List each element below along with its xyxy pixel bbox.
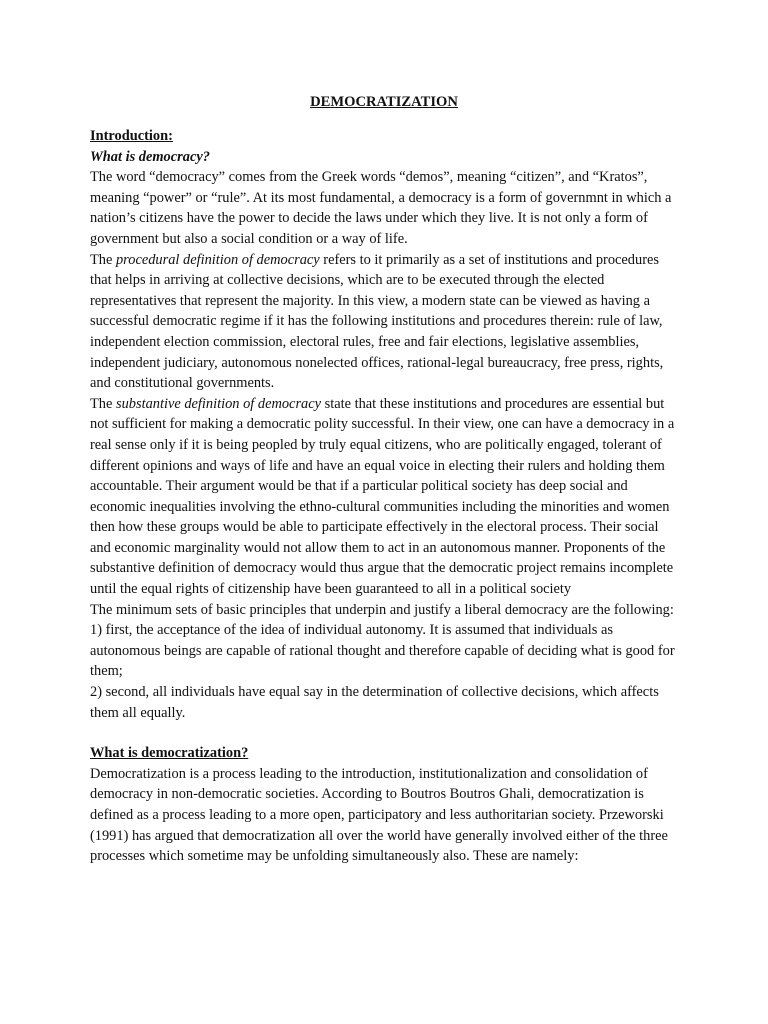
substantive-term: substantive definition of democracy [115, 395, 322, 412]
introduction-heading: Introduction: [90, 128, 173, 144]
paragraph-procedural-text: refers to it primarily as a set of institutions and procedures that helps in arriving at collective decisions, which are to be executed through the elected representatives that represent the majority. In this view, a modern state can be viewed as having a successful democratic regime if it has the following institutions and procedures therein: rule of law, independent election commission, electoral rules, free and fair elections, legislative assemblies, independent judiciary, autonomous nonelected offices, rational-legal bureaucracy, free press, rights, and constitutional governments. [90, 251, 664, 392]
paragraph-democratization: Democratization is a process leading to the introduction, institutionalization and consolidation of democracy in non-democratic societies. According to Boutros Boutros Ghali, democratization is defined as a process leading to a more open, participatory and less authoritarian society. Przeworski (1991) has argued that democratization all over the world have generally involved either of the three processes which sometime may be unfolding simultaneously also. These are namely: [90, 765, 668, 865]
paragraph-definition: The word “democracy” comes from the Greek words “demos”, meaning “citizen”, and “Kratos”, meaning “power” or “rule”. At its most fundamental, a democracy is a form of governmnt in which a nation’s citizens have the power to decide the laws under which they live. It is not only a form of government but also a social condition or a way of life. [90, 169, 672, 247]
procedural-term: procedural definition of democracy [115, 251, 320, 268]
paragraph-procedural [90, 250, 680, 394]
paragraph-substantive-text: state that these institutions and procedures are essential but not sufficient for making a democratic polity successful. In their view, one can have a democracy in a real sense only if it is being peopled by truly equal citizens, who are politically engaged, tolerant of different opinions and ways of life and have an equal voice in electing their rulers and holding them accountable. Their argument would be that if a particular political society has deep social and economic inequalities involving the ethno-cultural communities including the minorities and women then how these groups would be able to participate effectively in the electoral process. Their social and economic marginality would not allow them to act in an autonomous manner. Proponents of the substantive definition of democracy would thus argue that the democratic project remains incomplete until the equal rights of citizenship have been guaranteed to all in a political society [90, 395, 675, 598]
section-spacer [90, 723, 680, 743]
principle-item-2: 2) second, all individuals have equal say in the determination of collective decisions, which affects them all equally. [90, 684, 659, 721]
document-title: DEMOCRATIZATION [310, 94, 458, 110]
paragraph-substantive-lead: The [90, 395, 116, 412]
paragraph-procedural-lead: The [90, 251, 116, 268]
paragraph-principles: The minimum sets of basic principles that underpin and justify a liberal democracy are the following: [90, 601, 674, 618]
democratization-heading: What is democratization? [90, 745, 249, 762]
principle-item-1: 1) first, the acceptance of the idea of individual autonomy. It is assumed that individuals as autonomous beings are capable of rational thought and therefore capable of deciding what is good for them; [90, 622, 675, 680]
document-body [90, 126, 680, 867]
paragraph-substantive [90, 394, 680, 600]
what-is-democracy-subheading: What is democracy? [90, 148, 210, 165]
